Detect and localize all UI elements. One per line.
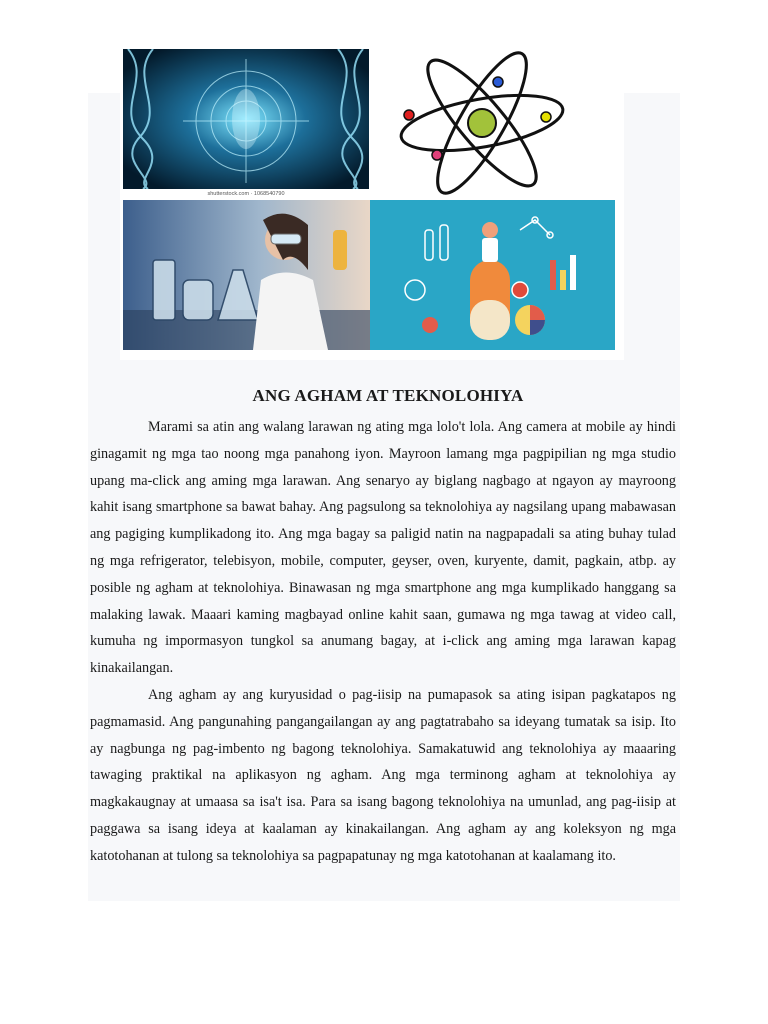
lab-scientist-image — [123, 200, 370, 350]
science-illustration-image — [370, 200, 615, 350]
paragraph: Marami sa atin ang walang larawan ng ating mga lolo't lola. Ang camera at mobile ay hindi ginagamit ng mga tao noong mga panahong iyon. Mayroon lamang mga pagpipilian ng mga studio upang ma-click ang aming mga larawan. Ang senaryo ay biglang nagbago at ngayon ay mayroong kahit isang smartphone sa bawat bahay. Ang pagsulong sa teknolohiya ay nagsilang upang mabawasan ang pagiging kumplikadong ito. Ang mga bagay sa paligid natin na nagpapadali sa ating buhay tulad ng mga refrigerator, telebisyon, mobile, computer, geyser, oven, kuryente, damit, pagkain, atbp. ay posible ng agham at teknolohiya. Binawasan ng mga smartphone ang mga kumplikado hanggang sa malaking lawak. Maaari kaming magbayad online kahit saan, gumawa ng mga tawag at video call, kumuha ng impormasyon tungkol sa anumang bagay, at i-click ang aming mga larawan kapag kinakailangan. — [90, 419, 676, 677]
document-body — [90, 414, 676, 870]
document-title: ANG AGHAM AT TEKNOLOHIYA — [252, 386, 524, 405]
atom-image — [372, 49, 618, 197]
dna-technology-image — [123, 49, 369, 189]
image-caption: shutterstock.com · 1068540790 — [207, 191, 285, 197]
paragraph: Ang agham ay ang kuryusidad o pag-iisip na pumapasok sa ating isipan pagkatapos ng pagmamasid. Ang pangunahing pangangailangan ay ang pagtatrabaho sa ideyang tumatak sa isip. Ito ay nagbunga ng pag-imbento ng bagong teknolohiya. Samakatuwid ang teknolohiya ay maaaring tawaging praktikal na aplikasyon ng agham. Ang mga terminong agham at teknolohiya ay magkakaugnay at umaasa sa isa't isa. Para sa isang bagong teknolohiya na umunlad, ang pag-iisip at paggawa sa isang ideya at kaalaman ay kinakailangan. Ang agham ay ang koleksyon ng mga katotohanan at tulong sa teknolohiya sa pagpapatunay ng mga katotohanan at kaalamang ito. — [90, 686, 676, 864]
